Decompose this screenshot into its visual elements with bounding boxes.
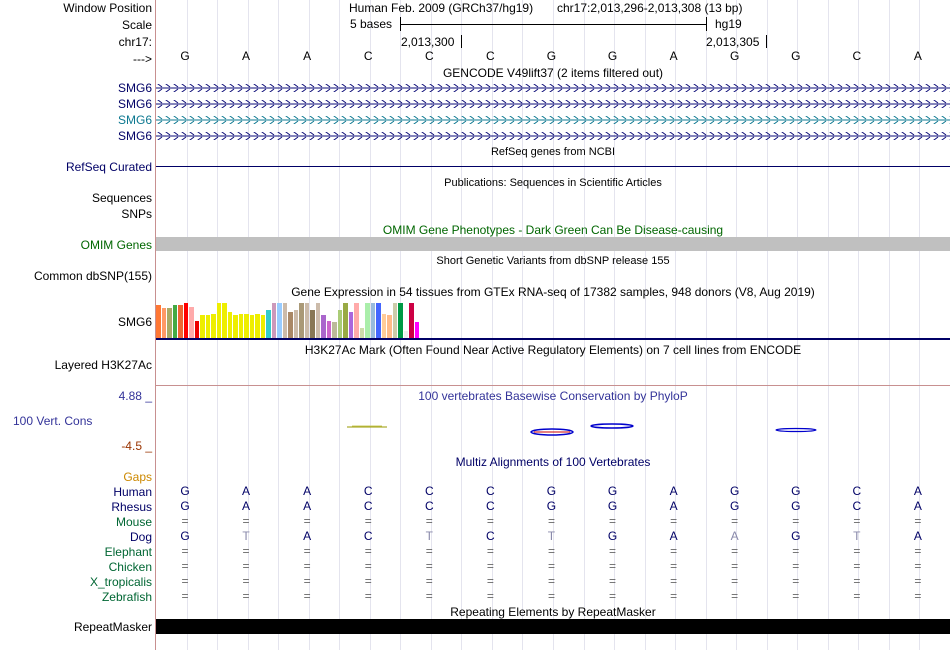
label-window-position[interactable]: Window Position [63, 1, 152, 15]
gtex-tissue-bar[interactable] [189, 307, 194, 339]
multiz-base: C [363, 529, 373, 543]
gtex-tissue-bar[interactable] [200, 315, 205, 338]
multiz-base: = [364, 514, 372, 528]
label-chrom[interactable]: chr17: [118, 35, 152, 49]
multiz-base: = [547, 574, 555, 588]
position-header [156, 1, 950, 15]
multiz-label-dog[interactable]: Dog [129, 530, 152, 544]
gtex-tissue-bar[interactable] [365, 303, 370, 338]
multiz-base: = [486, 589, 494, 603]
gtex-tissue-bar[interactable] [415, 322, 420, 338]
multiz-base: A [242, 484, 251, 498]
multiz-base: C [852, 484, 862, 498]
scale-bases: 5 bases [350, 17, 393, 31]
scale-db: hg19 [715, 17, 742, 31]
label-cons-max: 4.88 _ [118, 389, 152, 403]
multiz-base: = [731, 559, 739, 573]
multiz-base: = [609, 559, 617, 573]
gtex-tissue-bar[interactable] [294, 310, 299, 338]
gencode-transcripts[interactable] [156, 80, 950, 144]
label-smg6-1[interactable]: SMG6 [117, 81, 152, 95]
refseq-title[interactable]: RefSeq genes from NCBI [490, 146, 616, 158]
multiz-base: = [486, 574, 494, 588]
scale-bar [156, 17, 950, 33]
multiz-base: = [486, 514, 494, 528]
phylop-signal[interactable] [156, 420, 950, 440]
label-snps[interactable]: SNPs [121, 207, 152, 221]
multiz-base: = [853, 589, 861, 603]
base-letter: A [669, 49, 678, 63]
gencode-transcript-3[interactable] [156, 116, 950, 124]
h3k27ac-baseline [156, 385, 950, 386]
gtex-tissue-bar[interactable] [250, 315, 255, 338]
phylop-title[interactable]: 100 vertebrates Basewise Conservation by PhyloP [418, 389, 688, 403]
multiz-base: A [303, 499, 312, 513]
multiz-alignment[interactable] [156, 484, 950, 604]
label-refseq[interactable]: RefSeq Curated [65, 160, 152, 174]
multiz-title[interactable]: Multiz Alignments of 100 Vertebrates [455, 455, 651, 469]
multiz-base: A [303, 484, 312, 498]
multiz-base: = [425, 514, 433, 528]
label-sequences[interactable]: Sequences [91, 191, 152, 205]
label-scale[interactable]: Scale [121, 18, 152, 32]
label-smg6-2[interactable]: SMG6 [117, 97, 152, 111]
assembly-name: Human Feb. 2009 (GRCh37/hg19) [349, 1, 534, 15]
gtex-tissue-bar[interactable] [228, 312, 233, 338]
gtex-tissue-bar[interactable] [233, 315, 238, 338]
gencode-title[interactable]: GENCODE V49lift37 (2 items filtered out) [442, 66, 664, 80]
multiz-base: = [181, 559, 189, 573]
multiz-base: = [792, 574, 800, 588]
ruler-tick-1 [461, 35, 462, 48]
base-letter: G [791, 49, 801, 63]
multiz-base: = [303, 574, 311, 588]
gtex-tissue-bar[interactable] [261, 315, 266, 338]
multiz-base: T [425, 529, 433, 543]
label-strand-arrow[interactable]: ---> [133, 52, 152, 66]
multiz-base: = [670, 514, 678, 528]
label-h3k27ac[interactable]: Layered H3K27Ac [54, 358, 152, 372]
gtex-tissue-bar[interactable] [382, 314, 387, 339]
gtex-tissue-bar[interactable] [332, 322, 337, 338]
multiz-base: = [731, 574, 739, 588]
gtex-tissue-bar[interactable] [321, 315, 326, 338]
gtex-tissue-bar[interactable] [360, 328, 365, 339]
scale-line [400, 24, 706, 25]
multiz-base: = [242, 514, 250, 528]
multiz-label-zebrafish[interactable]: Zebrafish [101, 590, 152, 604]
base-sequence [156, 49, 950, 63]
multiz-base: G [791, 499, 801, 513]
multiz-base: A [669, 499, 678, 513]
multiz-base: G [180, 499, 190, 513]
gtex-tissue-bar[interactable] [244, 314, 249, 339]
multiz-base: = [914, 544, 922, 558]
gtex-tissue-bar[interactable] [255, 314, 260, 339]
multiz-base: T [547, 529, 556, 543]
multiz-base: = [547, 544, 555, 558]
multiz-base: A [913, 499, 922, 513]
multiz-base: = [670, 544, 678, 558]
multiz-base: C [363, 484, 373, 498]
gtex-tissue-bar[interactable] [178, 305, 183, 338]
multiz-base: = [670, 589, 678, 603]
gtex-tissue-bar[interactable] [393, 303, 398, 338]
multiz-base: C [852, 499, 862, 513]
gtex-tissue-bar[interactable] [349, 312, 354, 338]
gtex-tissue-bar[interactable] [217, 303, 222, 338]
gtex-tissue-bar[interactable] [173, 305, 178, 338]
h3k27ac-title[interactable]: H3K27Ac Mark (Often Found Near Active Regulatory Elements) on 7 cell lines from ENCODE [304, 343, 802, 357]
gtex-tissue-bar[interactable] [343, 303, 348, 338]
multiz-label-rhesus[interactable]: Rhesus [111, 500, 152, 514]
track-labels [0, 0, 154, 650]
multiz-base: = [181, 574, 189, 588]
base-letter: C [363, 49, 373, 63]
ruler-coord-1: 2,013,300 [401, 35, 455, 49]
multiz-base: = [914, 559, 922, 573]
label-cons-min: -4.5 _ [121, 439, 152, 453]
multiz-base: = [914, 589, 922, 603]
gtex-tissue-bar[interactable] [206, 315, 211, 338]
multiz-base: = [547, 589, 555, 603]
multiz-base: = [181, 544, 189, 558]
multiz-base: G [607, 499, 618, 513]
multiz-base: = [547, 514, 555, 528]
gtex-tissue-bar[interactable] [371, 303, 376, 338]
multiz-base: = [792, 589, 800, 603]
multiz-base: G [791, 484, 801, 498]
label-repeatmasker[interactable]: RepeatMasker [73, 620, 152, 634]
gtex-tissue-bar[interactable] [299, 303, 304, 338]
gtex-tissue-bar[interactable] [272, 303, 277, 338]
multiz-base: = [364, 544, 372, 558]
multiz-base: = [425, 559, 433, 573]
gtex-tissue-bar[interactable] [277, 303, 282, 338]
multiz-label-mouse[interactable]: Mouse [115, 515, 152, 529]
multiz-base: T [853, 529, 861, 543]
multiz-base: = [792, 559, 800, 573]
omim-gene-bar[interactable] [156, 237, 950, 251]
multiz-base: G [791, 529, 801, 543]
gtex-baseline [156, 338, 950, 340]
phylop-mark-4 [776, 429, 816, 432]
label-gaps[interactable]: Gaps [123, 470, 152, 484]
dbsnp-title[interactable]: Short Genetic Variants from dbSNP release 155 [436, 255, 670, 267]
base-ruler [156, 34, 950, 50]
multiz-base: = [914, 574, 922, 588]
multiz-base: = [731, 589, 739, 603]
ruler-coord-2: 2,013,305 [706, 35, 760, 49]
multiz-base: = [364, 589, 372, 603]
multiz-base: T [242, 529, 250, 543]
gtex-tissue-bar[interactable] [283, 303, 288, 338]
multiz-base: A [730, 529, 739, 543]
multiz-base: = [242, 544, 250, 558]
multiz-base: A [242, 499, 251, 513]
multiz-base: = [181, 514, 189, 528]
multiz-base: C [486, 484, 495, 498]
multiz-base: = [303, 589, 311, 603]
label-omim[interactable]: OMIM Genes [80, 238, 152, 252]
multiz-label-chicken[interactable]: Chicken [108, 560, 152, 574]
phylop-mark-2 [531, 429, 573, 435]
multiz-base: = [609, 589, 617, 603]
multiz-base: = [609, 514, 617, 528]
label-smg6-4[interactable]: SMG6 [117, 129, 152, 143]
gtex-tissue-bar[interactable] [167, 308, 172, 338]
base-letter: A [303, 49, 312, 63]
gtex-tissue-bar[interactable] [184, 303, 189, 338]
multiz-base: C [363, 499, 373, 513]
ruler-tick-2 [766, 35, 767, 48]
phylop-mark-1 [347, 426, 387, 427]
multiz-base: G [607, 484, 618, 498]
multiz-base: G [730, 484, 740, 498]
multiz-base: G [546, 499, 557, 513]
multiz-base: G [180, 529, 190, 543]
gtex-tissue-bar[interactable] [288, 312, 293, 338]
base-letter: G [607, 49, 618, 63]
multiz-base: C [486, 529, 495, 543]
gtex-tissue-bar[interactable] [338, 310, 343, 338]
gtex-tissue-bar[interactable] [398, 303, 403, 338]
multiz-base: = [547, 559, 555, 573]
phylop-mark-3 [591, 424, 633, 428]
multiz-base: C [424, 499, 434, 513]
multiz-base: = [486, 544, 494, 558]
base-letter: G [180, 49, 190, 63]
multiz-base: = [670, 559, 678, 573]
gtex-tissue-bar[interactable] [409, 303, 414, 338]
publications-title[interactable]: Publications: Sequences in Scientific Articles [444, 177, 662, 189]
multiz-base: = [609, 544, 617, 558]
gtex-tissue-bar[interactable] [239, 314, 244, 339]
gtex-tissue-bar[interactable] [316, 303, 321, 338]
gtex-tissue-bar[interactable] [404, 331, 409, 338]
multiz-base: = [853, 544, 861, 558]
gencode-transcript-4[interactable] [156, 132, 950, 140]
gtex-tissue-bar[interactable] [266, 310, 271, 338]
multiz-base: A [669, 529, 678, 543]
multiz-label-human[interactable]: Human [113, 485, 152, 499]
multiz-base: G [730, 499, 740, 513]
label-gtex-smg6[interactable]: SMG6 [117, 315, 152, 329]
label-dbsnp[interactable]: Common dbSNP(155) [33, 269, 152, 283]
multiz-base: = [181, 589, 189, 603]
label-100-vert-cons[interactable]: 100 Vert. Cons [13, 414, 93, 428]
multiz-base: = [853, 514, 861, 528]
refseq-gene-line[interactable] [156, 166, 950, 167]
multiz-base: = [670, 574, 678, 588]
label-smg6-3[interactable]: SMG6 [117, 113, 152, 127]
gtex-tissue-bar[interactable] [156, 305, 161, 338]
multiz-base: = [792, 514, 800, 528]
gencode-transcript-1[interactable] [156, 84, 950, 92]
multiz-base: G [607, 529, 618, 543]
multiz-base: A [669, 484, 678, 498]
gtex-tissue-bar[interactable] [162, 308, 167, 338]
base-letter: G [546, 49, 557, 63]
base-letter: G [730, 49, 740, 63]
repeatmasker-title[interactable]: Repeating Elements by RepeatMasker [450, 605, 656, 619]
gtex-tissue-bar[interactable] [354, 303, 359, 338]
multiz-base: = [242, 559, 250, 573]
multiz-base: A [303, 529, 312, 543]
multiz-base: = [853, 574, 861, 588]
base-letter: C [852, 49, 862, 63]
gtex-expression-bars[interactable] [156, 301, 950, 338]
gencode-transcript-2[interactable] [156, 100, 950, 108]
base-letter: C [486, 49, 495, 63]
gtex-tissue-bar[interactable] [327, 321, 332, 339]
multiz-label-x_tropicalis[interactable]: X_tropicalis [89, 575, 152, 589]
multiz-base: = [731, 544, 739, 558]
multiz-base: = [425, 589, 433, 603]
gtex-tissue-bar[interactable] [376, 303, 381, 338]
multiz-base: = [364, 559, 372, 573]
gtex-title[interactable]: Gene Expression in 54 tissues from GTEx RNA-seq of 17382 samples, 948 donors (V8, Aug 2019) [291, 285, 815, 299]
repeatmasker-element[interactable] [156, 619, 950, 634]
multiz-base: G [546, 484, 557, 498]
base-letter: A [913, 49, 922, 63]
multiz-base: = [792, 544, 800, 558]
multiz-base: = [914, 514, 922, 528]
gtex-tissue-bar[interactable] [195, 321, 200, 339]
multiz-base: = [425, 544, 433, 558]
multiz-base: = [242, 574, 250, 588]
multiz-base: = [242, 589, 250, 603]
multiz-base: = [731, 514, 739, 528]
position-range: chr17:2,013,296-2,013,308 (13 bp) [557, 1, 743, 15]
multiz-base: C [486, 499, 495, 513]
multiz-base: = [303, 559, 311, 573]
gtex-tissue-bar[interactable] [222, 303, 227, 338]
gtex-tissue-bar[interactable] [387, 315, 392, 338]
multiz-base: G [180, 484, 190, 498]
multiz-base: = [303, 544, 311, 558]
multiz-base: = [609, 574, 617, 588]
multiz-label-elephant[interactable]: Elephant [104, 545, 152, 559]
base-letter: C [424, 49, 434, 63]
scale-right-tick [706, 17, 707, 31]
multiz-base: = [425, 574, 433, 588]
gtex-tissue-bar[interactable] [310, 310, 315, 338]
multiz-base: = [853, 559, 861, 573]
multiz-base: = [364, 574, 372, 588]
omim-title[interactable]: OMIM Gene Phenotypes - Dark Green Can Be Disease-causing [382, 223, 724, 237]
gtex-tissue-bar[interactable] [211, 314, 216, 339]
multiz-base: A [913, 529, 922, 543]
gtex-tissue-bar[interactable] [305, 303, 310, 338]
multiz-base: A [913, 484, 922, 498]
multiz-base: = [486, 559, 494, 573]
multiz-base: C [424, 484, 434, 498]
base-letter: A [242, 49, 251, 63]
multiz-base: = [303, 514, 311, 528]
